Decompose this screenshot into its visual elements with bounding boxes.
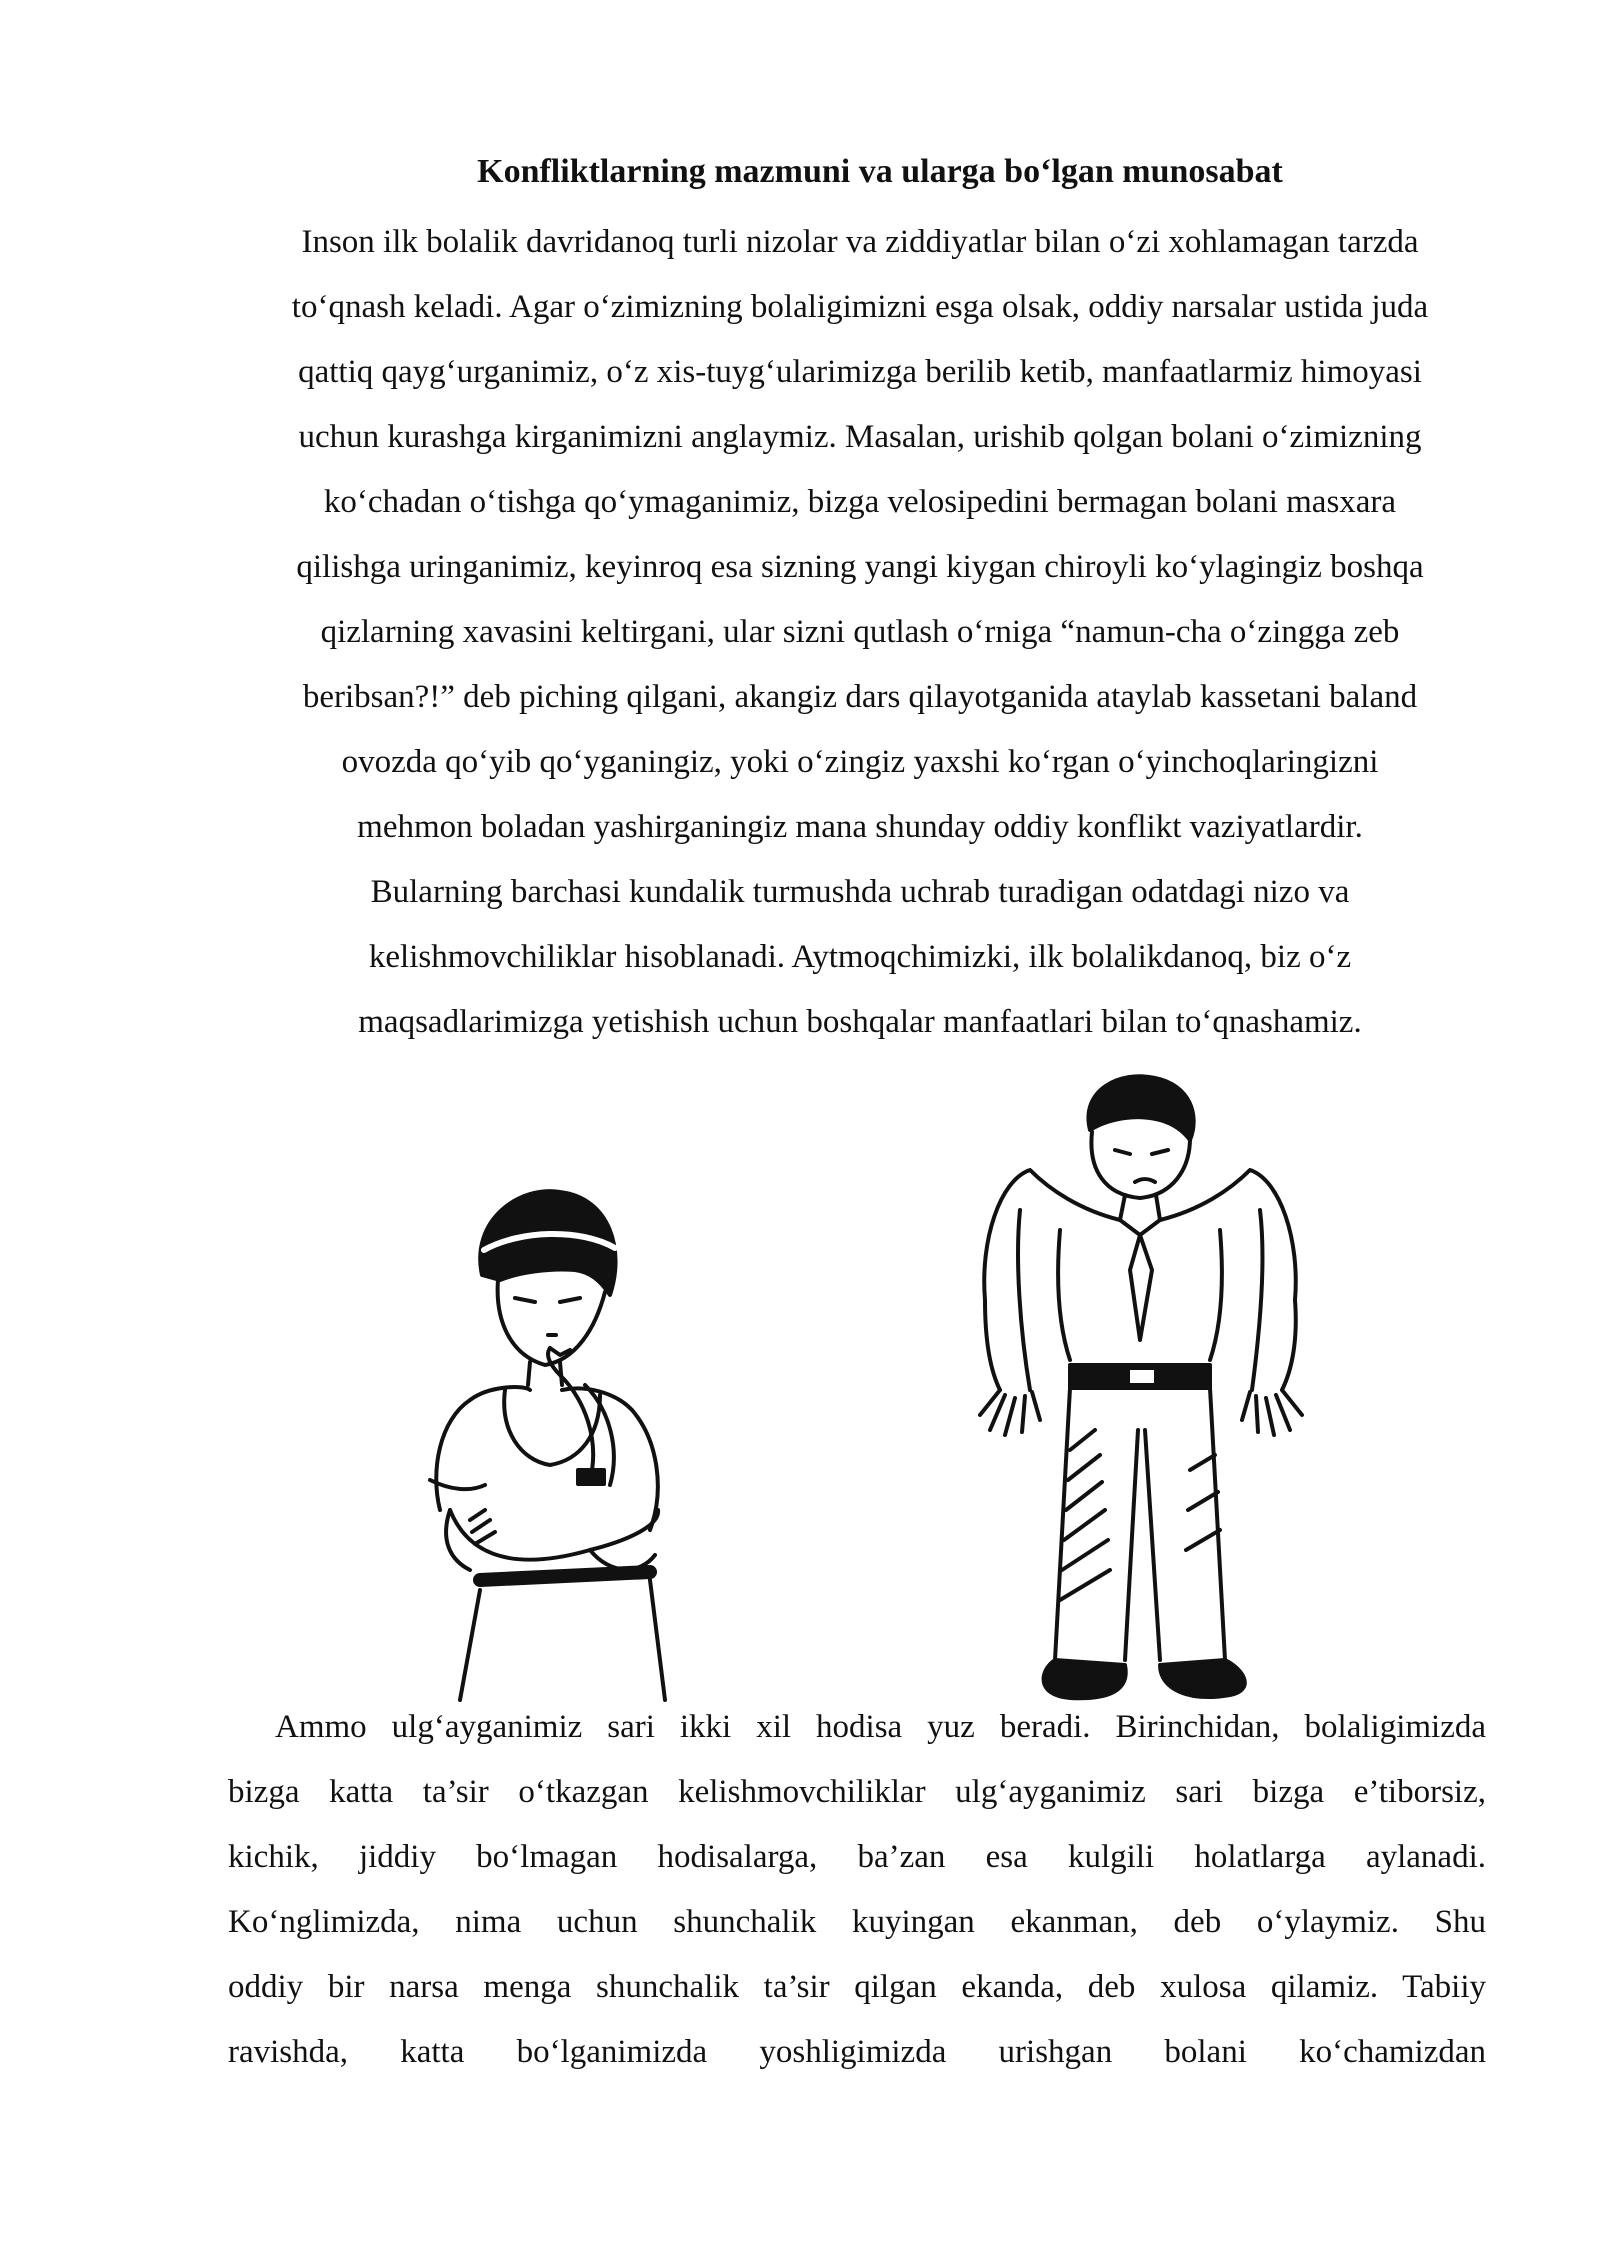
text-line: ovozda qo‘yib qo‘yganingiz, yoki o‘zingiz yaxshi ko‘rgan o‘yinchoqlaringizni: [341, 744, 1379, 780]
text-line: qizlarning xavasini keltirgani, ular sizni qutlash o‘rniga “namun-cha o‘zingga zeb: [320, 614, 1400, 650]
body-paragraph: [228, 1695, 1486, 2085]
text-line: Bularning barchasi kundalik turmushda uchrab turadigan odatdagi nizo va: [370, 874, 1350, 910]
text-line: beribsan?!” deb piching qilgani, akangiz dars qilayotganida ataylab kassetani baland: [302, 679, 1418, 715]
text-line: mehmon boladan yashirganingiz mana shunday oddiy konflikt vaziyatlardir.: [357, 809, 1363, 845]
text-line: Ko‘nglimizda, nima uchun shunchalik kuyingan ekanman, deb o‘ylaymiz. Shu: [228, 1904, 1486, 1940]
intro-paragraph: [160, 210, 1560, 1055]
text-line: kichik, jiddiy bo‘lmagan hodisalarga, ba’zan esa kulgili holatlarga aylanadi.: [228, 1839, 1486, 1875]
text-line: kelishmovchiliklar hisoblanadi. Aytmoqchimizki, ilk bolalikdanoq, biz o‘z: [368, 939, 1352, 975]
text-line: Inson ilk bolalik davridanoq turli nizolar va ziddiyatlar bilan o‘zi xohlamagan tarzda: [301, 224, 1419, 260]
text-line: to‘qnash keladi. Agar o‘zimizning bolaligimizni esga olsak, oddiy narsalar ustida juda: [291, 289, 1429, 325]
shrugging-man-illustration: [960, 1070, 1320, 1710]
text-line: maqsadlarimizga yetishish uchun boshqalar manfaatlari bilan to‘qnashamiz.: [358, 1004, 1362, 1040]
text-line: oddiy bir narsa menga shunchalik ta’sir qilgan ekanda, deb xulosa qilamiz. Tabiiy: [228, 1969, 1486, 2005]
text-line: ko‘chadan o‘tishga qo‘ymaganimiz, bizga velosipedini bermagan bolani masxara: [323, 484, 1397, 520]
page-title: Konfliktlarning mazmuni va ularga bo‘lgan munosabat: [477, 153, 1283, 190]
text-line: ravishda, katta bo‘lganimizda yoshligimizda urishgan bolani ko‘chamizdan: [228, 2034, 1486, 2070]
text-line: Ammo ulg‘ayganimiz sari ikki xil hodisa yuz beradi. Birinchidan, bolaligimizda: [275, 1709, 1486, 1745]
thinking-girl-illustration: [410, 1180, 680, 1710]
text-line: qattiq qayg‘urganimiz, o‘z xis-tuyg‘ularimizga berilib ketib, manfaatlarmiz himoyasi: [298, 354, 1422, 390]
text-line: bizga katta ta’sir o‘tkazgan kelishmovchiliklar ulg‘ayganimiz sari bizga e’tiborsiz,: [228, 1774, 1486, 1810]
illustrations: [0, 1050, 1600, 1670]
text-line: uchun kurashga kirganimizni anglaymiz. Masalan, urishib qolgan bolani o‘zimizning: [298, 419, 1422, 455]
text-line: qilishga uringanimiz, keyinroq esa sizning yangi kiygan chiroyli ko‘ylagingiz boshqa: [296, 549, 1424, 585]
